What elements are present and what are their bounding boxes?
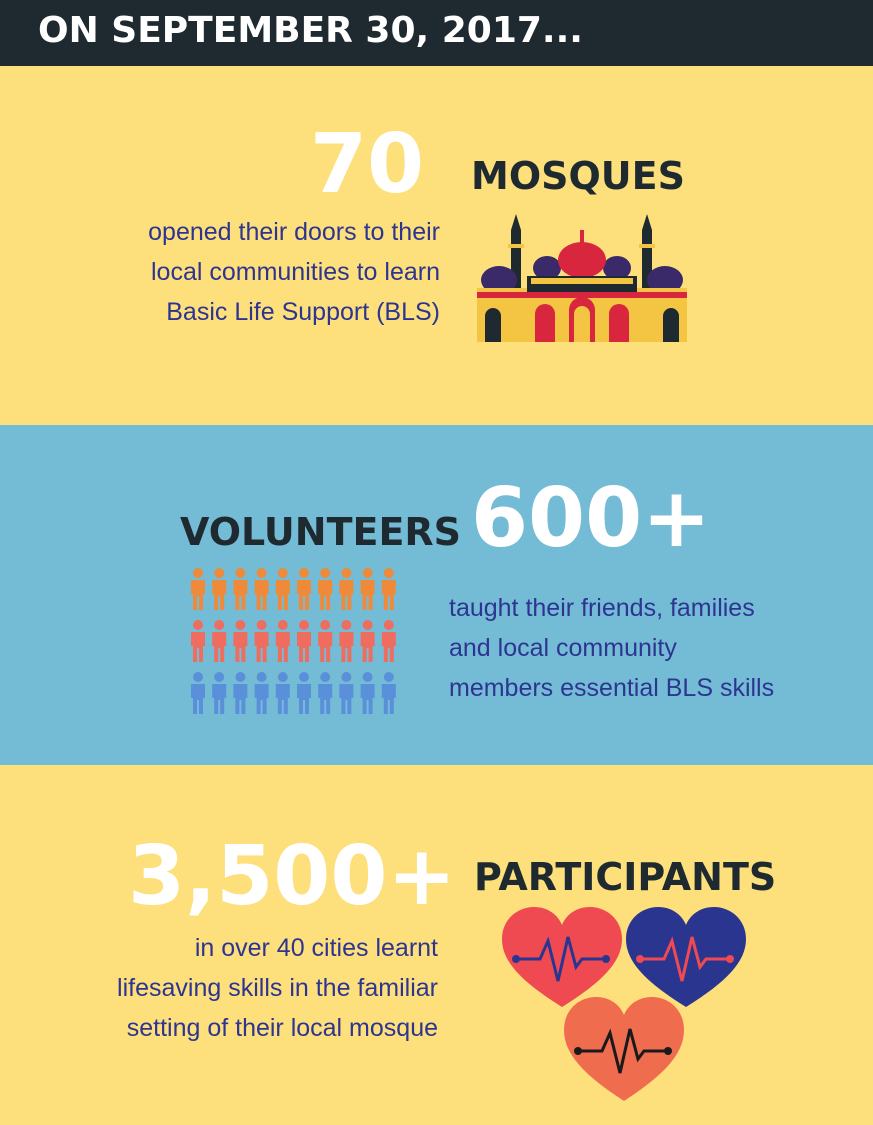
participants-description-line: lifesaving skills in the familiar bbox=[117, 974, 438, 1002]
participants-description-line: in over 40 cities learnt bbox=[194, 934, 438, 962]
person-icon bbox=[339, 568, 353, 610]
mosques-description-line: Basic Life Support (BLS) bbox=[166, 298, 440, 326]
person-icon bbox=[297, 672, 311, 714]
header-bar bbox=[0, 0, 873, 66]
person-icon bbox=[361, 620, 375, 662]
participants-description bbox=[60, 928, 438, 1048]
person-icon bbox=[233, 620, 247, 662]
person-icon bbox=[382, 672, 396, 714]
person-icon bbox=[382, 568, 396, 610]
person-icon bbox=[233, 568, 247, 610]
mosques-number: 70 bbox=[310, 117, 425, 212]
header-title: ON SEPTEMBER 30, 2017... bbox=[38, 10, 583, 51]
person-icon bbox=[339, 672, 353, 714]
person-icon bbox=[382, 620, 396, 662]
person-icon bbox=[361, 672, 375, 714]
mosques-description-line: opened their doors to their bbox=[148, 218, 440, 246]
volunteers-description-line: taught their friends, families bbox=[449, 594, 755, 622]
participants-number: 3,500+ bbox=[128, 829, 457, 924]
person-icon bbox=[318, 620, 332, 662]
participants-description-line: setting of their local mosque bbox=[126, 1014, 438, 1042]
person-icon bbox=[297, 568, 311, 610]
volunteers-description-line: and local community bbox=[449, 634, 677, 662]
person-icon bbox=[191, 620, 205, 662]
mosques-label: MOSQUES bbox=[471, 154, 685, 198]
mosque-icon bbox=[477, 210, 687, 342]
person-icon bbox=[233, 672, 247, 714]
person-icon bbox=[297, 620, 311, 662]
person-icon bbox=[339, 620, 353, 662]
person-icon bbox=[212, 620, 226, 662]
person-icon bbox=[276, 568, 290, 610]
person-icon bbox=[255, 620, 269, 662]
volunteers-number: 600+ bbox=[471, 471, 711, 566]
person-icon bbox=[318, 568, 332, 610]
person-icon bbox=[255, 672, 269, 714]
person-icon bbox=[276, 672, 290, 714]
person-icon bbox=[318, 672, 332, 714]
person-icon bbox=[361, 568, 375, 610]
mosques-description-line: local communities to learn bbox=[150, 258, 440, 286]
volunteers-description bbox=[449, 588, 829, 708]
volunteers-label: VOLUNTEERS bbox=[180, 510, 462, 554]
person-icon bbox=[191, 568, 205, 610]
volunteers-description-line: members essential BLS skills bbox=[449, 674, 775, 702]
person-icon bbox=[212, 568, 226, 610]
person-icon bbox=[191, 672, 205, 714]
people-icon bbox=[190, 568, 402, 716]
person-icon bbox=[276, 620, 290, 662]
mosques-description bbox=[100, 212, 440, 332]
person-icon bbox=[255, 568, 269, 610]
person-icon bbox=[212, 672, 226, 714]
heartbeat-icon bbox=[500, 905, 752, 1105]
participants-label: PARTICIPANTS bbox=[474, 855, 777, 899]
